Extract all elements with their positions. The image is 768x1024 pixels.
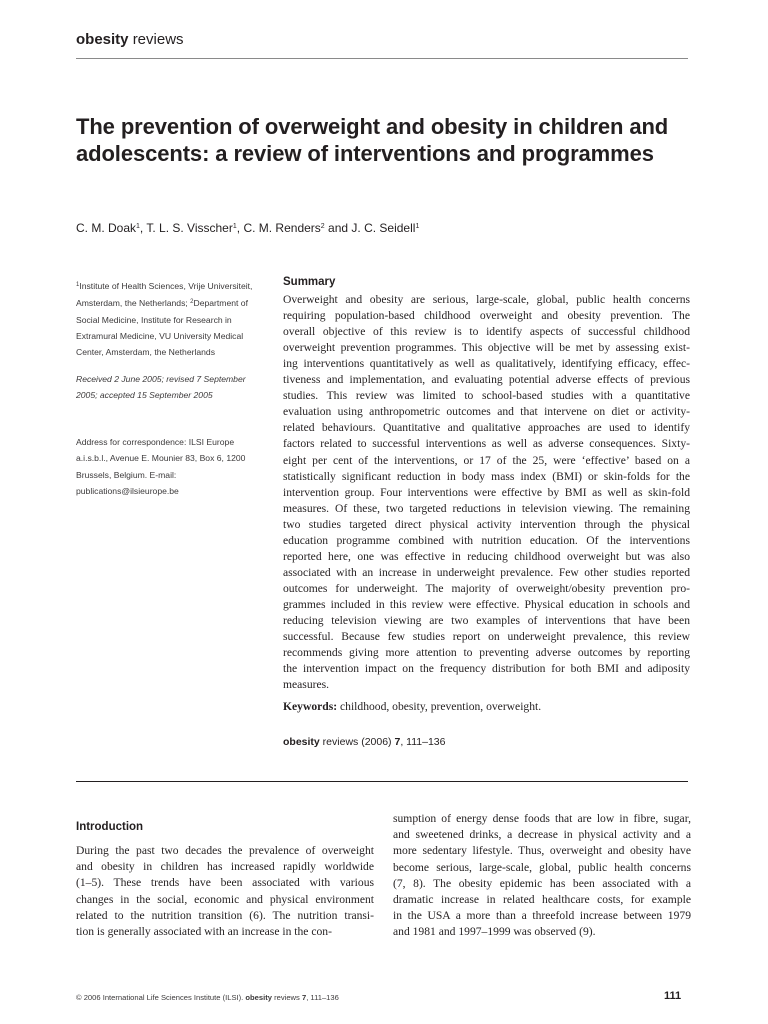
text-line: related behaviours. Quantitative and qualitative approaches are used to identify xyxy=(283,421,690,435)
author-name: T. L. S. Visscher xyxy=(146,221,233,235)
text-line: statistically significant reduction in body mass index (BMI) or skin-folds for the xyxy=(283,469,690,483)
text-line: eight per cent of the interventions, or 17 of the 25, were ‘effective’ based on a xyxy=(283,453,690,467)
text-line: overall objective of this review is to identify aspects of successful childhood xyxy=(283,325,690,339)
keywords xyxy=(283,700,541,713)
text-line: more sedentary lifestyle. Thus, overweight and obesity have xyxy=(393,844,691,858)
author-name: C. M. Doak xyxy=(76,221,137,235)
keywords-text: childhood, obesity, prevention, overweight. xyxy=(337,700,542,713)
page-number: 111 xyxy=(664,990,682,1002)
text-line: tiveness and implementation, and evaluating potential adverse effects of previous xyxy=(283,373,690,387)
author-affiliation-mark: 1 xyxy=(232,223,237,230)
author-affiliation-mark: 1 xyxy=(415,223,420,230)
text-line: dramatic increase in related healthcare costs, for example xyxy=(393,893,691,906)
author-list xyxy=(76,221,419,235)
author-affiliation-mark: 2 xyxy=(320,223,325,230)
text-line: in the USA a more than a threefold increase between 1979 xyxy=(393,909,691,923)
text-line: grammes included in this review were effective. Physical education in schools and xyxy=(283,597,690,611)
citation-journal-bold: obesity xyxy=(283,736,320,748)
text-line: measures. xyxy=(283,678,330,692)
section-divider xyxy=(76,781,688,782)
header-divider xyxy=(76,58,688,59)
text-line: associated with an increase in underweight prevalence. Few other studies reported xyxy=(283,565,690,579)
text-line: successful. Because few studies report on underweight prevalence, this review xyxy=(283,630,690,644)
text-line: Overweight and obesity are serious, large-scale, global, public health concerns xyxy=(283,293,690,306)
footer-pages: , 111–136 xyxy=(306,993,339,1002)
copyright-text: © 2006 International Life Sciences Institute (ILSI). xyxy=(76,993,246,1002)
affiliation-mark: 1 xyxy=(76,282,80,288)
author-name: C. M. Renders xyxy=(243,221,321,235)
citation-journal-rest: reviews (2006) xyxy=(319,736,395,748)
citation-pages: , 111–136 xyxy=(400,736,446,748)
citation-volume: 7 xyxy=(394,736,401,748)
footer-journal-rest: reviews xyxy=(271,993,302,1002)
author-separator: , xyxy=(139,221,147,235)
text-line: the intervention impact on the frequency distribution for both BMI and adiposity xyxy=(283,662,690,676)
text-line: reported here, one was effective in reducing childhood overweight but was also xyxy=(283,549,690,563)
text-line: changes in the social, economic and physical environment xyxy=(76,892,374,906)
correspondence-address: Address for correspondence: ILSI Europe a.i.s.b.l., Avenue E. Mounier 83, Box 6, 1200 Brussels, Belgium. E-mail: publications@ilsieurope.be xyxy=(76,437,246,496)
text-line: evaluation using anthropometric outcomes and that intervene on diet or activity- xyxy=(283,405,690,419)
introduction-heading: Introduction xyxy=(76,821,144,833)
author-separator: and xyxy=(324,221,352,235)
text-line: education programme combined with nutrition education. Of the interventions xyxy=(283,533,690,547)
text-line: studies. This review was limited to school-based studies with a quantitative xyxy=(283,389,690,403)
summary-heading: Summary xyxy=(283,276,336,288)
text-line: recommends giving more attention to preventing adverse outcomes by reporting xyxy=(283,646,690,660)
text-line: factors related to successful interventions as well as adverse consequences. Sixty- xyxy=(283,437,690,451)
text-line: outcomes for underweight. The majority of overweight/obesity prevention pro- xyxy=(283,581,690,595)
text-line: reducing television viewing are two examples of interventions that have been xyxy=(283,614,690,627)
text-line: intervention group. Four interventions were effective by BMI as well as skin-fold xyxy=(283,485,690,499)
author-name: J. C. Seidell xyxy=(351,221,416,235)
journal-header xyxy=(76,31,184,48)
text-line: related to the nutrition transition (6). The nutrition transi- xyxy=(76,908,374,922)
keywords-label: Keywords: xyxy=(283,700,338,713)
affiliations xyxy=(76,277,268,360)
text-line: sumption of energy dense foods that are low in fibre, sugar, xyxy=(393,812,691,825)
text-line: and 1981 and 1997–1999 was observed (9). xyxy=(393,925,596,939)
text-line: ing interventions quantitatively as well as qualitatively, identifying efficacy, effec- xyxy=(283,357,690,371)
citation xyxy=(283,736,445,748)
text-line: measures. Of these, two targeted reductions in television viewing. The remaining xyxy=(283,501,690,515)
text-line: overweight prevention programmes. This objective will be met by assessing exist- xyxy=(283,341,690,355)
journal-name-rest: reviews xyxy=(132,31,184,48)
text-line: tion is generally associated with an increase in the con- xyxy=(76,925,332,938)
text-line: become serious, large-scale, global, public health concerns xyxy=(393,860,691,874)
journal-name-bold: obesity xyxy=(76,31,129,48)
footer-copyright xyxy=(76,993,339,1002)
received-dates: Received 2 June 2005; revised 7 September 2005; accepted 15 September 2005 xyxy=(76,374,246,401)
affiliation-mark: 2 xyxy=(190,299,194,306)
affiliation-text: Department of Social Medicine, Institute for Research in Extramural Medicine, VU University Medical Center, Amsterdam, the Netherlands xyxy=(76,298,248,358)
text-line: (7, 8). The obesity epidemic has been associated with a xyxy=(393,876,691,890)
text-line: and obesity in children has increased rapidly worldwide xyxy=(76,860,374,874)
text-line: and sweetened drinks, a decrease in physical activity and a xyxy=(393,828,691,842)
footer-journal-bold: obesity xyxy=(245,993,272,1002)
affiliation-text: Institute of Health Sciences, Vrije Universiteit, Amsterdam, the Netherlands; xyxy=(76,281,253,309)
text-line: requiring population-based childhood overweight and obesity prevention. The xyxy=(283,309,690,323)
article-title: The prevention of overweight and obesity in children and adolescents: a review of interventions and programmes xyxy=(76,114,669,166)
text-line: (1–5). These trends have been associated with various xyxy=(76,876,374,890)
author-affiliation-mark: 1 xyxy=(136,223,140,230)
text-line: During the past two decades the prevalence of overweight xyxy=(76,844,374,857)
footer-volume: 7 xyxy=(301,993,307,1002)
author-separator: , xyxy=(236,221,244,235)
text-line: two studies targeted direct physical activity intervention through the physical xyxy=(283,517,690,531)
